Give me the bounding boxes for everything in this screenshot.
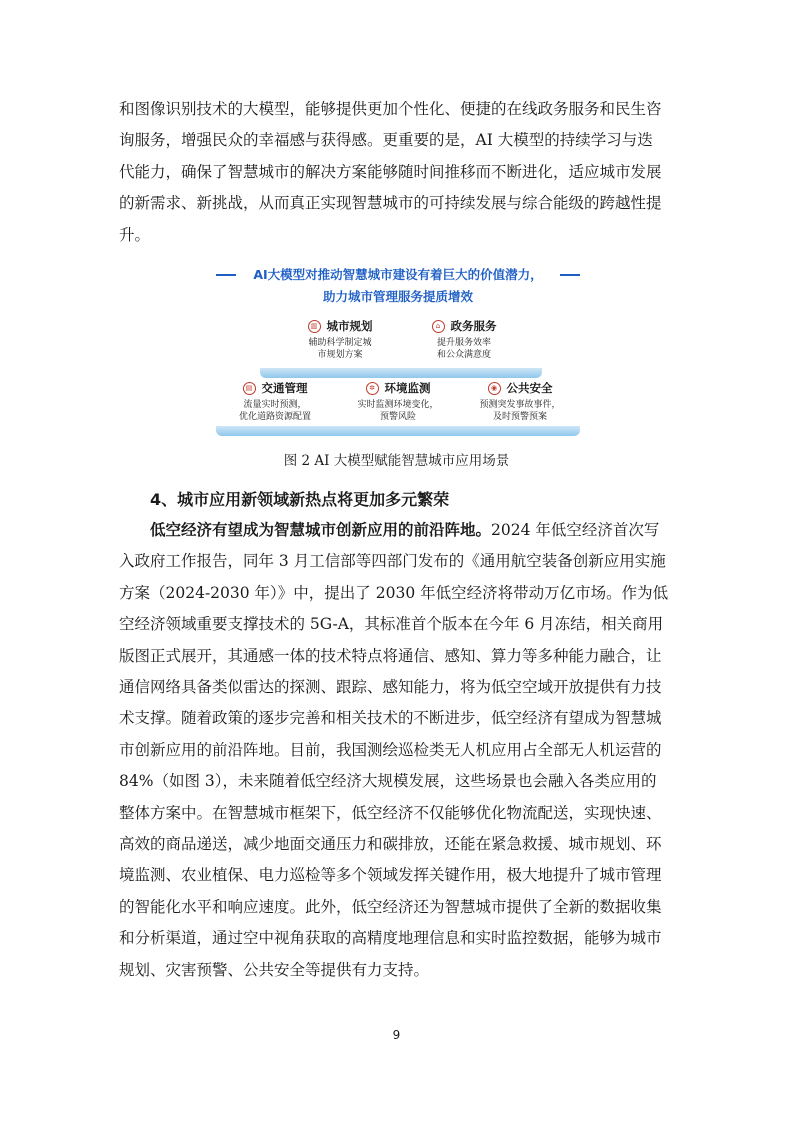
body-line: 方案（2024-2030 年）》中，提出了 2030 年低空经济将带动万亿市场。作为低 [119, 583, 669, 602]
body-line: 的智能化水平和响应速度。此外，低空经济还为智慧城市提供了全新的数据收集 [119, 897, 662, 916]
card-desc-line: 和公众满意度 [436, 350, 491, 360]
intro-line: 代能力，确保了智慧城市的解决方案能够随时间推移而不断进化，适应城市发展 [119, 162, 662, 181]
body-line: 高效的商品递送，减少地面交通压力和碳排放，还能在紧急救援、城市规划、环 [119, 835, 662, 854]
security-camera-icon: ◉ [488, 382, 501, 395]
card-title: 环境监测 [384, 381, 431, 395]
body-line: 市创新应用的前沿阵地。目前，我国测绘巡检类无人机应用占全部无人机运营的 [119, 740, 662, 759]
card-base-band [216, 426, 580, 436]
card-traffic-management [218, 380, 332, 423]
card-desc-line: 及时预警预案 [492, 412, 547, 422]
body-line: 2024 年低空经济首次写 [491, 521, 660, 539]
intro-line: 和图像识别技术的大模型，能够提供更加个性化、便捷的在线政务服务和民生咨 [119, 100, 662, 118]
card-title: 政务服务 [450, 319, 497, 333]
government-icon: ⌂ [432, 320, 445, 333]
card-base-band [260, 368, 410, 378]
card-desc-line: 提升服务效率 [436, 338, 491, 348]
page-number: 9 [392, 1028, 401, 1042]
card-government-services [412, 318, 516, 361]
figure-caption: 图 2 AI 大模型赋能智慧城市应用场景 [283, 453, 510, 469]
section-heading: 4、城市应用新领域新热点将更加多元繁荣 [150, 490, 450, 509]
card-desc-line: 预警风险 [379, 412, 416, 422]
intro-line: 询服务，增强民众的幸福感与获得感。更重要的是，AI 大模型的持续学习与迭 [119, 131, 653, 150]
card-environment-monitoring [340, 380, 456, 423]
figure-ai-smart-city [216, 258, 580, 436]
body-line: 版图正式展开，其通感一体的技术特点将通信、感知、算力等多种能力融合，让 [119, 646, 662, 665]
card-desc-line: 优化道路资源配置 [238, 412, 311, 422]
lead-sentence: 低空经济有望成为智慧城市创新应用的前沿阵地。 [150, 520, 492, 539]
card-desc-line: 市规划方案 [317, 350, 363, 360]
traffic-icon: ▤ [243, 382, 256, 395]
body-line: 和分析渠道，通过空中视角获取的高精度地理信息和实时监控数据，能够为城市 [119, 929, 662, 948]
body-paragraph [119, 514, 675, 986]
card-city-planning [288, 318, 392, 361]
card-desc-line: 辅助科学制定城 [308, 338, 372, 348]
card-title: 城市规划 [326, 319, 373, 333]
card-public-safety [462, 380, 578, 423]
body-line: 规划、灾害预警、公共安全等提供有力支持。 [119, 960, 430, 979]
environment-icon: ✲ [366, 382, 379, 395]
card-title: 公共安全 [506, 381, 553, 395]
body-line: 整体方案中。在智慧城市框架下，低空经济不仅能够优化物流配送，实现快速、 [119, 803, 662, 822]
body-line: 空经济领域重要支撑技术的 5G-A，其标准首个版本在今年 6 月冻结，相关商用 [119, 615, 664, 634]
body-line: 通信网络具备类似雷达的探测、跟踪、感知能力，将为低空空域开放提供有力技 [119, 678, 662, 697]
card-base-band [390, 368, 542, 378]
body-first-line [119, 514, 675, 546]
intro-paragraph [119, 94, 675, 251]
intro-line: 的新需求、新挑战，从而真正实现智慧城市的可持续发展与综合能级的跨越性提 [119, 194, 662, 213]
intro-line: 升。 [119, 225, 151, 244]
card-desc-line: 实时监测环境变化， [357, 400, 439, 410]
body-line: 境监测、农业植保、电力巡检等多个领域发挥关键作用，极大地提升了城市管理 [119, 866, 662, 885]
card-desc-line: 流量实时预测， [243, 400, 307, 410]
body-line: 术支撑。随着政策的逐步完善和相关技术的不断进步，低空经济有望成为智慧城 [119, 709, 662, 728]
body-line: 入政府工作报告，同年 3 月工信部等四部门发布的《通用航空装备创新应用实施 [119, 552, 666, 571]
card-title: 交通管理 [261, 381, 308, 395]
city-icon: ▥ [308, 320, 321, 333]
figure-title-line2: 助力城市管理服务提质增效 [322, 289, 473, 304]
body-line: 84%（如图 3），未来随着低空经济大规模发展，这些场景也会融入各类应用的 [119, 772, 657, 791]
figure-title-line1: AI大模型对推动智慧城市建设有着巨大的价值潜力， [253, 267, 543, 282]
card-desc-line: 预测突发事故事件， [479, 400, 561, 410]
